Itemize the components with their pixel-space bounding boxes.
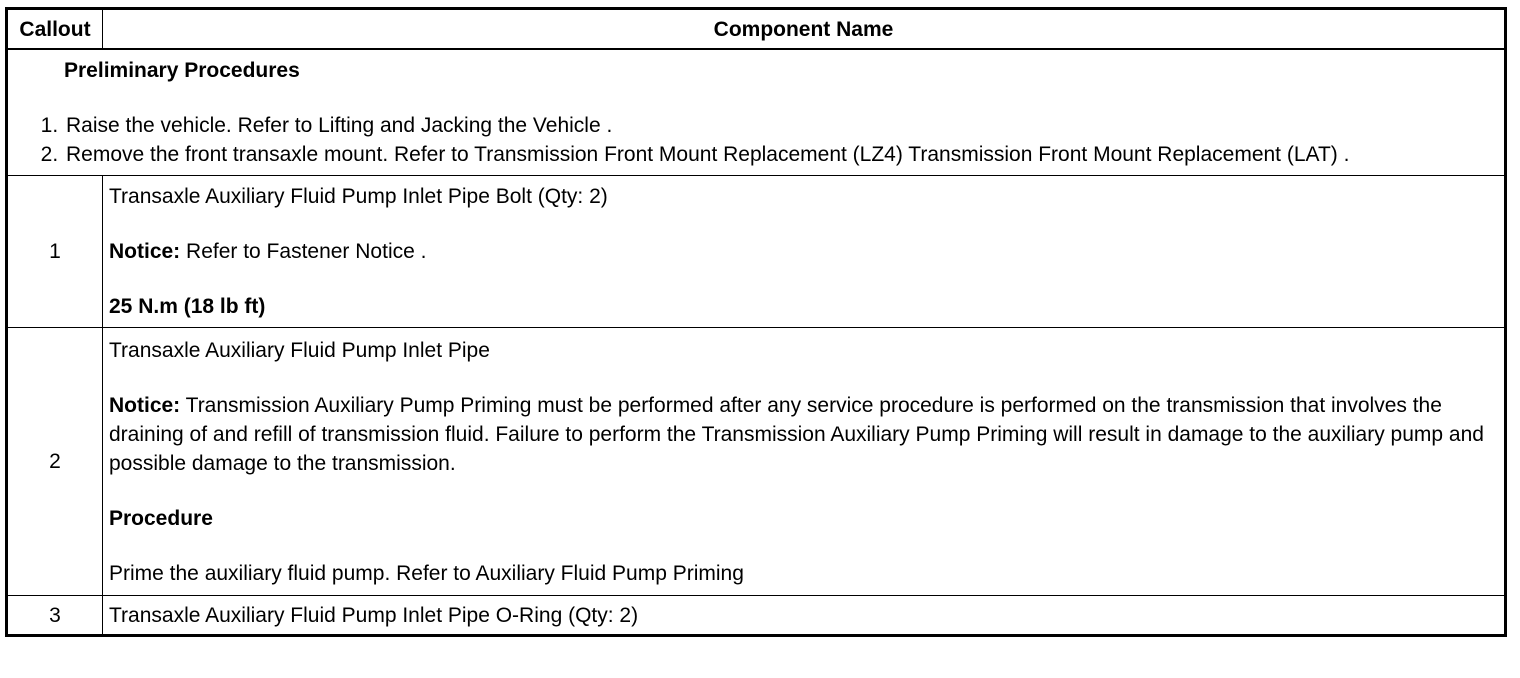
torque-spec: 25 N.m (18 lb ft) bbox=[109, 295, 266, 318]
preliminary-step: 1. Raise the vehicle. Refer to Lifting and Jacking the Vehicle . bbox=[64, 111, 1484, 140]
component-cell bbox=[103, 596, 1506, 636]
table-row bbox=[7, 596, 1506, 636]
table-row bbox=[7, 176, 1506, 328]
table-row bbox=[7, 328, 1506, 596]
callout-number: 2 bbox=[7, 328, 103, 596]
procedure-text: Prime the auxiliary fluid pump. Refer to Auxiliary Fluid Pump Priming bbox=[109, 561, 744, 585]
component-cell bbox=[103, 328, 1506, 596]
component-name: Transaxle Auxiliary Fluid Pump Inlet Pipe O-Ring (Qty: 2) bbox=[109, 603, 639, 627]
notice-label: Notice: bbox=[109, 393, 181, 417]
preliminary-cell bbox=[7, 49, 1506, 176]
notice-text: Refer to Fastener Notice . bbox=[180, 240, 427, 263]
notice bbox=[109, 237, 1496, 266]
component-table bbox=[5, 7, 1507, 637]
component-cell bbox=[103, 176, 1506, 328]
header-component-name: Component Name bbox=[103, 9, 1506, 50]
callout-number: 3 bbox=[7, 596, 103, 636]
preliminary-steps bbox=[24, 111, 1484, 169]
preliminary-step: 2. Remove the front transaxle mount. Refer to Transmission Front Mount Replacement (LZ4) Transmission Front Mount Replacement (LAT) . bbox=[64, 140, 1484, 169]
preliminary-title: Preliminary Procedures bbox=[64, 59, 300, 82]
header-callout: Callout bbox=[7, 9, 103, 50]
callout-number: 1 bbox=[7, 176, 103, 328]
notice bbox=[109, 391, 1496, 478]
procedure-label: Procedure bbox=[109, 506, 213, 530]
preliminary-row bbox=[7, 49, 1506, 176]
component-name: Transaxle Auxiliary Fluid Pump Inlet Pipe bbox=[109, 338, 490, 362]
notice-text: Transmission Auxiliary Pump Priming must be performed after any service procedure is performed on the transmission that involves the draining of and refill of transmission fluid. Failure to perform the Transmission Auxiliary Pump Priming will result in damage to the auxiliary pump and possible damage to the transmission. bbox=[109, 393, 1484, 475]
component-name: Transaxle Auxiliary Fluid Pump Inlet Pipe Bolt (Qty: 2) bbox=[109, 185, 608, 208]
notice-label: Notice: bbox=[109, 240, 181, 263]
table-header-row bbox=[7, 9, 1506, 50]
